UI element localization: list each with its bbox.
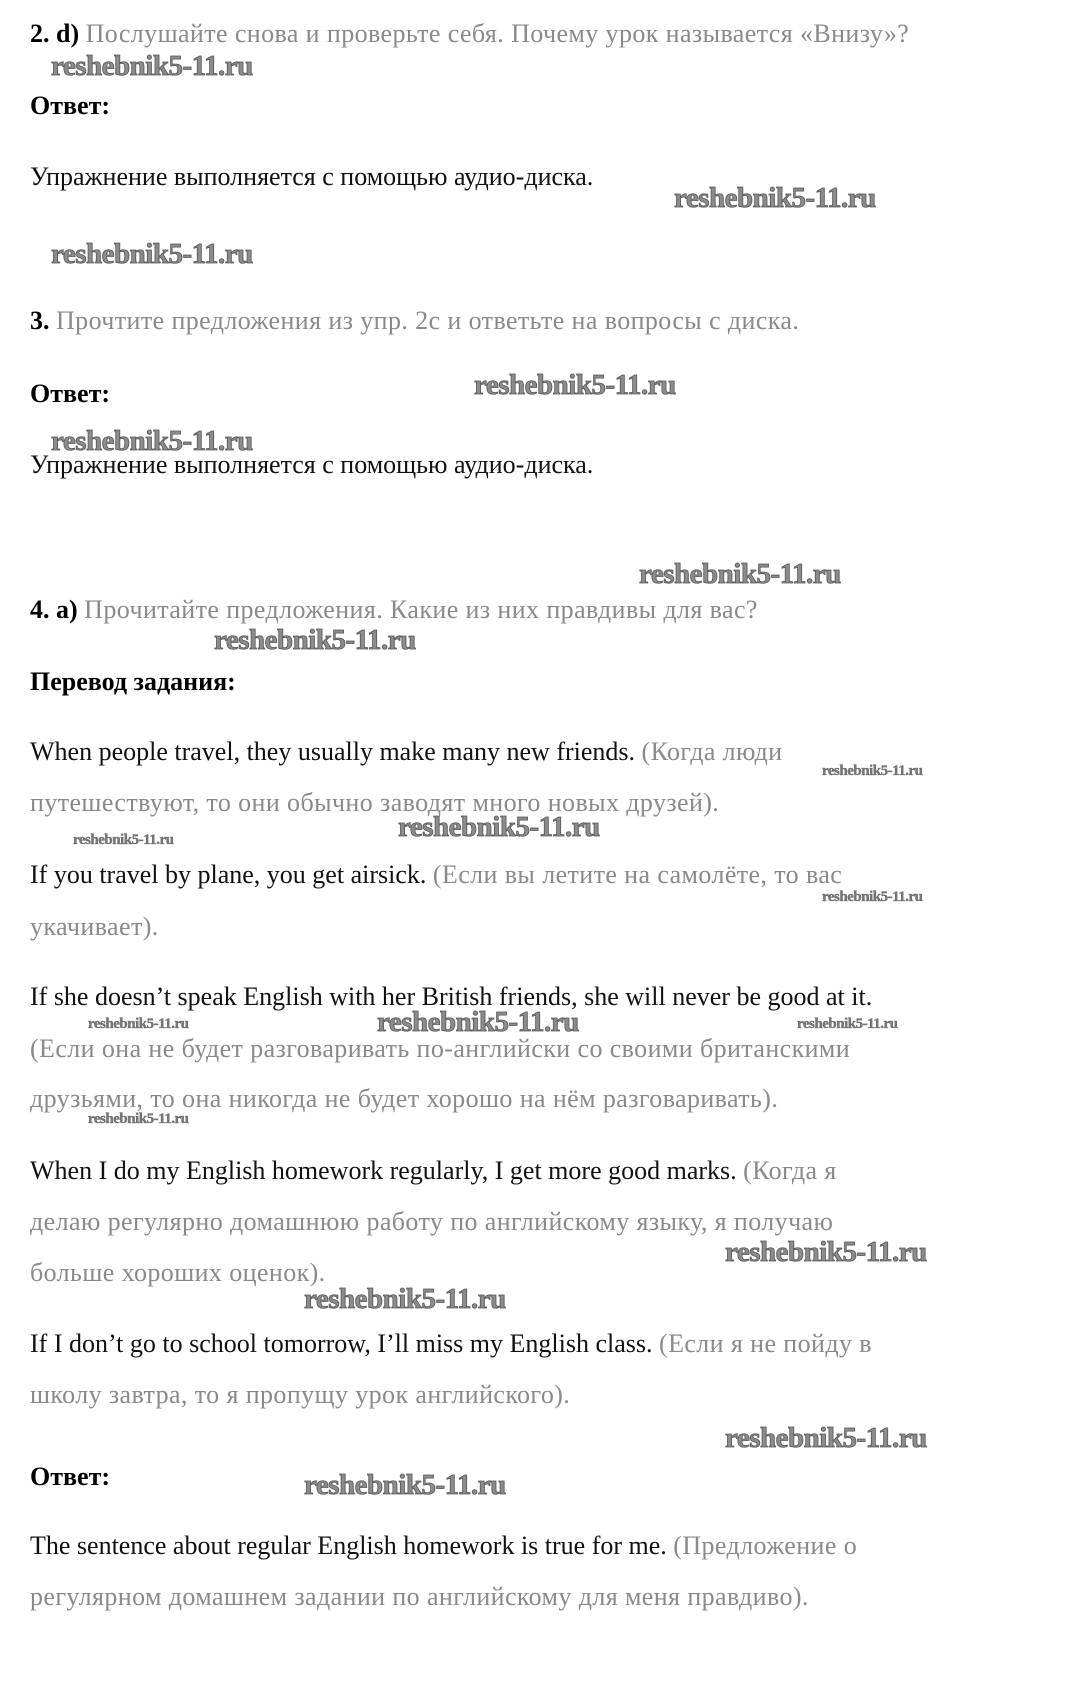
sentence-en: When I do my English homework regularly, I get more good marks. (30, 1156, 737, 1185)
sentence-ru-cont: путешествуют, то они обычно заводят много новых друзей). (30, 788, 720, 817)
sentence-ru-cont: друзьями, то она никогда не будет хорошо на нём разговаривать). (30, 1084, 779, 1113)
watermark: reshebnik5-11.ru (51, 425, 253, 457)
answer-text: Упражнение выполняется с помощью аудио-диска. (30, 162, 594, 191)
task-text: Послушайте снова и проверьте себя. Почему урок называется «Внизу»? (85, 19, 910, 48)
sentence-en: If you travel by plane, you get airsick. (30, 860, 427, 889)
sentence-4 (30, 1156, 837, 1186)
answer-label: Ответ: (30, 1462, 111, 1491)
watermark-small: reshebnik5-11.ru (88, 1016, 189, 1032)
watermark-small: reshebnik5-11.ru (73, 832, 174, 848)
watermark: reshebnik5-11.ru (304, 1283, 506, 1315)
sentence-5 (30, 1329, 872, 1359)
watermark: reshebnik5-11.ru (725, 1236, 927, 1268)
watermark-small: reshebnik5-11.ru (88, 1111, 189, 1127)
exercise-number: 4. a) (30, 595, 78, 624)
watermark: reshebnik5-11.ru (639, 558, 841, 590)
answer-text (30, 1531, 857, 1561)
watermark-small: reshebnik5-11.ru (822, 763, 923, 779)
sentence-ru-cont: школу завтра, то я пропущу урок английского). (30, 1380, 571, 1409)
answer-label: Ответ: (30, 379, 111, 408)
sentence-en: If I don’t go to school tomorrow, I’ll miss my English class. (30, 1329, 653, 1358)
sentence-en: When people travel, they usually make many new friends. (30, 737, 636, 766)
sentence-en: If she doesn’t speak English with her British friends, she will never be good at it. (30, 982, 873, 1011)
watermark: reshebnik5-11.ru (474, 369, 676, 401)
answer-label: Ответ: (30, 91, 111, 120)
task-text: Прочтите предложения из упр. 2c и ответьте на вопросы с диска. (56, 306, 800, 335)
sentence-1 (30, 737, 783, 767)
answer-en: The sentence about regular English homework is true for me. (30, 1531, 667, 1560)
watermark: reshebnik5-11.ru (674, 182, 876, 214)
sentence-ru-cont: делаю регулярно домашнюю работу по английскому языку, я получаю (30, 1207, 834, 1236)
watermark: reshebnik5-11.ru (51, 238, 253, 270)
sentence-ru-cont: укачивает). (30, 912, 159, 941)
sentence-ru: (Если вы летите на самолёте, то вас (432, 860, 843, 889)
exercise-number: 3. (30, 306, 50, 335)
watermark: reshebnik5-11.ru (377, 1006, 579, 1038)
watermark: reshebnik5-11.ru (51, 50, 253, 82)
watermark: reshebnik5-11.ru (725, 1422, 927, 1454)
watermark-small: reshebnik5-11.ru (797, 1016, 898, 1032)
answer-ru: (Предложение о (673, 1531, 858, 1560)
sentence-ru: (Если она не будет разговаривать по-английски со своими британскими (30, 1034, 851, 1063)
sentence-2 (30, 860, 842, 890)
task-text: Прочитайте предложения. Какие из них правдивы для вас? (84, 595, 758, 624)
watermark: reshebnik5-11.ru (398, 811, 600, 843)
sentence-ru: (Когда я (743, 1156, 837, 1185)
exercise-number: 2. d) (30, 19, 80, 48)
exercise-3-task (30, 306, 799, 336)
watermark: reshebnik5-11.ru (214, 624, 416, 656)
sentence-ru-cont: больше хороших оценок). (30, 1258, 326, 1287)
exercise-4a-task (30, 595, 758, 625)
answer-ru-cont: регулярном домашнем задании по английскому для меня правдиво). (30, 1582, 809, 1611)
sentence-ru: (Если я не пойду в (659, 1329, 872, 1358)
translation-label: Перевод задания: (30, 667, 236, 696)
watermark-small: reshebnik5-11.ru (822, 889, 923, 905)
answer-text: Упражнение выполняется с помощью аудио-диска. (30, 450, 594, 479)
exercise-2d-task (30, 19, 909, 49)
sentence-ru: (Когда люди (641, 737, 783, 766)
watermark: reshebnik5-11.ru (304, 1469, 506, 1501)
